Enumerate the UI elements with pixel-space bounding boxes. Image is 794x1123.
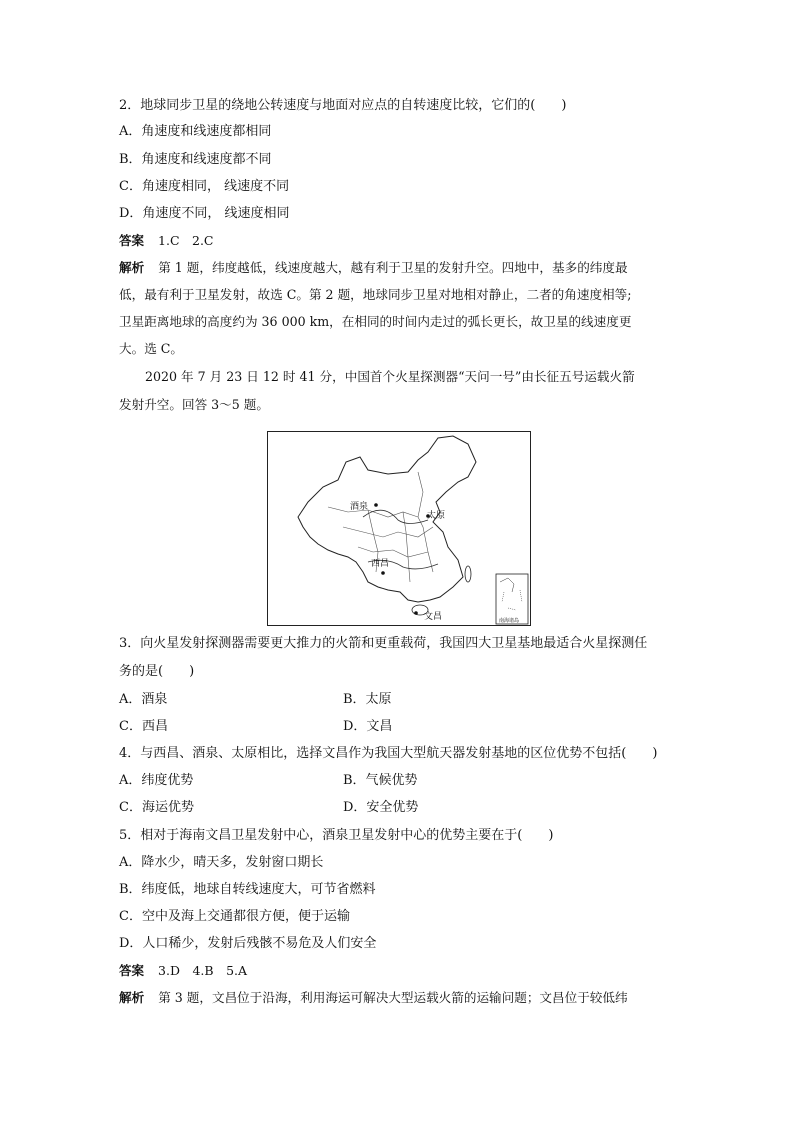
analysis-label: 解析 — [119, 990, 145, 1005]
label-wenchang: 文昌 — [424, 612, 443, 622]
q5-stem: 5．相对于海南文昌卫星发射中心，酒泉卫星发射中心的优势主要在于( ) — [119, 828, 554, 843]
analysis-1-2-line-1 — [119, 258, 628, 278]
analysis-1-2-line-3: 卫星距离地球的高度约为 36 000 km，在相同的时间内走过的弧长更长，故卫星的线速度更 — [119, 314, 632, 329]
answer-1-2 — [119, 231, 214, 251]
q3-stem-line-1: 3．向火星发射探测器需要更大推力的火箭和更重载荷，我国四大卫星基地最适合火星探测任 — [119, 636, 648, 651]
answer-label: 答案 — [119, 233, 145, 248]
intro-line-2: 发射升空。回答 3～5 题。 — [119, 397, 269, 412]
q4-option-d: D．安全优势 — [343, 800, 419, 815]
intro-line-1: 2020 年 7 月 23 日 12 时 41 分，中国首个火星探测器“天问一号”由长征五号运载火箭 — [145, 369, 635, 384]
q5-option-d: D．人口稀少，发射后残骸不易危及人们安全 — [119, 936, 377, 951]
answer-3-5 — [119, 961, 247, 981]
inset-caption: 南海诸岛 — [499, 618, 520, 624]
label-xichang: 西昌 — [371, 559, 390, 569]
answer-text: 1.C 2.C — [158, 233, 214, 248]
q5-option-c: C．空中及海上交通都很方便，便于运输 — [119, 909, 350, 924]
analysis-text: 第 1 题，纬度越低，线速度越大，越有利于卫星的发射升空。四地中，基多的纬度最 — [158, 260, 628, 275]
analysis-1-2-line-2: 低，最有利于卫星发射，故选 C。第 2 题，地球同步卫星对地相对静止，二者的角速度相等; — [119, 287, 632, 302]
q2-option-d: D．角速度不同， 线速度相同 — [119, 206, 290, 221]
q5-option-a: A．降水少，晴天多，发射窗口期长 — [119, 855, 324, 870]
q2-option-b: B．角速度和线速度都不同 — [119, 152, 272, 167]
q3-stem-line-2: 务的是( ) — [119, 664, 195, 679]
q2-option-a: A．角速度和线速度都相同 — [119, 124, 272, 139]
answer-label: 答案 — [119, 963, 145, 978]
q2-stem: 2．地球同步卫星的绕地公转速度与地面对应点的自转速度比较，它们的( ) — [119, 98, 567, 113]
answer-text: 3.D 4.B 5.A — [158, 963, 248, 978]
q4-stem: 4．与西昌、酒泉、太原相比，选择文昌作为我国大型航天器发射基地的区位优势不包括( ) — [119, 746, 658, 761]
q2-option-c: C．角速度相同， 线速度不同 — [119, 179, 290, 194]
label-jiuquan: 酒泉 — [350, 502, 369, 512]
q3-option-d: D．文昌 — [343, 719, 393, 734]
china-map-svg — [268, 432, 530, 625]
analysis-3-5-line-1 — [119, 988, 628, 1008]
q3-option-a: A．酒泉 — [119, 692, 168, 707]
china-map-figure — [267, 431, 531, 626]
q5-option-b: B．纬度低，地球自转线速度大，可节省燃料 — [119, 882, 376, 897]
q3-option-c: C．西昌 — [119, 719, 168, 734]
q4-option-a: A．纬度优势 — [119, 773, 194, 788]
label-taiyuan: 太原 — [427, 511, 446, 521]
q4-option-c: C．海运优势 — [119, 800, 194, 815]
china-outline — [298, 436, 476, 602]
analysis-label: 解析 — [119, 260, 145, 275]
q3-option-b: B．太原 — [343, 692, 392, 707]
analysis-text: 第 3 题，文昌位于沿海，利用海运可解决大型运载火箭的运输问题；文昌位于较低纬 — [158, 990, 628, 1005]
q4-option-b: B．气候优势 — [343, 773, 418, 788]
analysis-1-2-line-4: 大。选 C。 — [119, 341, 184, 356]
